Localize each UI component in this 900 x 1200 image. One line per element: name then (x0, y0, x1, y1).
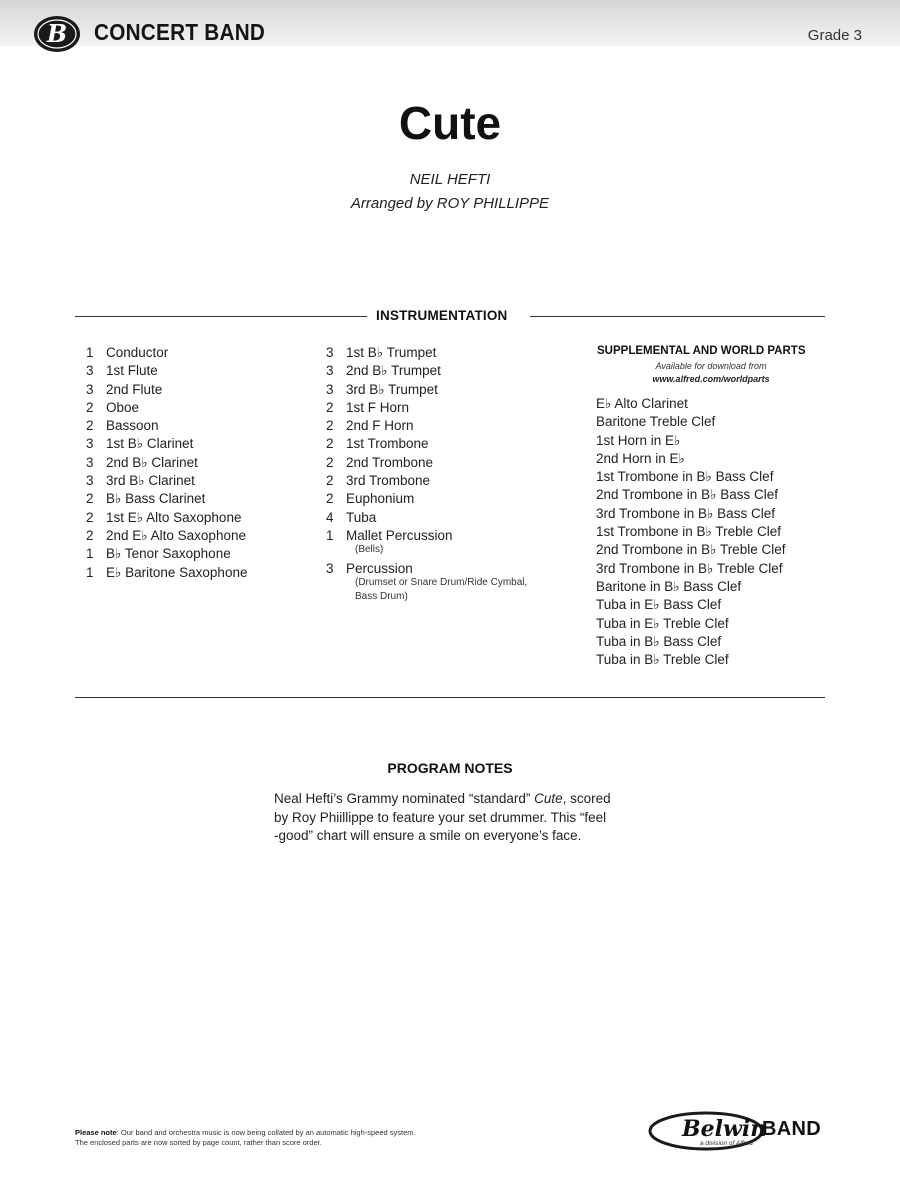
grade-label: Grade 3 (807, 27, 862, 44)
list-item: Tuba in E♭ Bass Clef (596, 597, 722, 613)
program-notes-heading: PROGRAM NOTES (387, 760, 513, 776)
belwin-logo-band: BAND (762, 1118, 821, 1140)
list-item: 2nd Trombone in B♭ Bass Clef (596, 487, 778, 503)
list-item: 1st Trombone in B♭ Treble Clef (596, 524, 781, 540)
list-item: Tuba in B♭ Treble Clef (596, 652, 729, 668)
list-item: 2nd Trombone in B♭ Treble Clef (596, 542, 786, 558)
instrumentation-heading: INSTRUMENTATION (376, 308, 508, 323)
svg-text:B: B (46, 19, 68, 48)
list-item: 3rd Trombone in B♭ Bass Clef (596, 505, 775, 521)
list-item: 3rd Trombone in B♭ Treble Clef (596, 560, 783, 576)
belwin-logo-subtitle: a division of Alfred (700, 1140, 753, 1147)
program-notes-line: by Roy Phiillippe to feature your set drummer. This “feel (274, 809, 607, 825)
program-notes-body (274, 790, 646, 846)
list-item: 1st Horn in E♭ (596, 432, 681, 448)
concert-band-logo-icon (32, 14, 82, 54)
supplemental-list (596, 395, 785, 669)
list-item: Tuba in E♭ Treble Clef (596, 615, 729, 631)
program-notes-line: -good” chart will ensure a smile on everyone’s face. (274, 828, 582, 843)
series-brand: CONCERT BAND (94, 19, 266, 45)
page-title: Cute (398, 97, 502, 149)
divider-left (75, 316, 367, 317)
list-item: 2nd Horn in E♭ (596, 450, 685, 466)
divider-right (530, 316, 825, 317)
belwin-logo-script: Belwin (682, 1116, 767, 1142)
list-item: Baritone in B♭ Bass Clef (596, 578, 742, 594)
instrumentation-bottom-divider (75, 697, 825, 698)
collation-note: Please note: Our band and orchestra music is now being collated by an automatic high-speed system. The enclosed parts are now sorted by page count, rather than score order. (75, 1128, 416, 1147)
supplemental-note: Available for download from (655, 361, 767, 371)
arranger: Arranged by ROY PHILLIPPE (350, 195, 550, 212)
list-item: Baritone Treble Clef (596, 414, 716, 430)
list-item: E♭ Alto Clarinet (596, 396, 688, 411)
supplemental-heading: SUPPLEMENTAL AND WORLD PARTS (597, 345, 806, 357)
composer: NEIL HEFTI (409, 171, 491, 188)
list-item: Tuba in B♭ Bass Clef (596, 633, 722, 649)
supplemental-url[interactable]: www.alfred.com/worldparts (652, 374, 770, 384)
program-notes-line: Neal Hefti’s Grammy nominated “standard” Cute, scored (274, 791, 611, 806)
list-item: 1st Trombone in B♭ Bass Clef (596, 469, 774, 485)
